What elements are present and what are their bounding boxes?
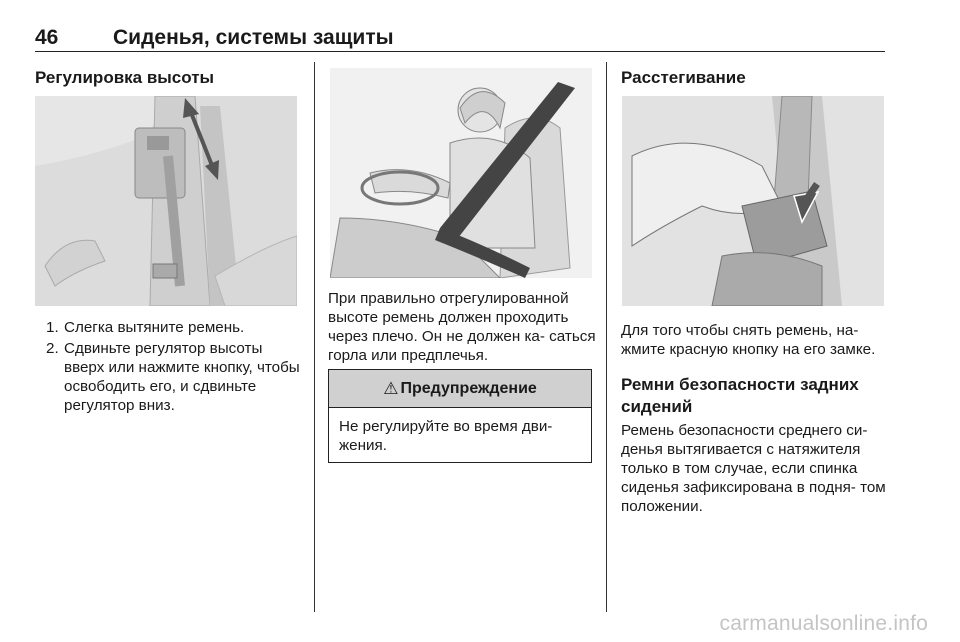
warning-triangle-icon: ⚠	[383, 378, 399, 398]
height-adjuster-illustration	[35, 96, 297, 306]
page-number: 46	[35, 26, 59, 49]
chapter-title: Сиденья, системы защиты	[113, 26, 394, 49]
warning-box	[328, 369, 592, 463]
step-text: Сдвиньте регулятор высоты вверх или нажмите кнопку, чтобы освободить его, и сдвиньте регулятор вниз.	[64, 340, 300, 414]
warning-title: Предупреждение	[400, 379, 537, 397]
list-item	[46, 318, 306, 337]
adjust-steps-list	[46, 318, 306, 417]
belt-position-paragraph: При правильно отрегулированной высоте ремень должен проходить через плечо. Он не должен ка- саться горла или предплечья.	[328, 290, 596, 364]
driver-seatbelt-illustration	[330, 68, 592, 278]
rear-belts-paragraph: Ремень безопасности среднего си- денья вытягивается с натяжителя только в том случае, если спинка сиденья зафиксирована в подня- том положении.	[621, 422, 886, 515]
section-heading-rear-belts: Ремни безопасности задних сидений	[621, 375, 859, 416]
warning-text: Не регулируйте во время дви- жения.	[339, 418, 553, 454]
section-heading-height-adjust: Регулировка высоты	[35, 68, 215, 87]
list-item	[46, 339, 306, 415]
unbuckle-paragraph: Для того чтобы снять ремень, на- жмите красную кнопку на его замке.	[621, 322, 876, 358]
step-number: 1.	[46, 319, 59, 336]
column-divider	[606, 62, 607, 612]
watermark: carmanualsonline.info	[719, 612, 928, 635]
section-heading-unbuckling: Расстегивание	[621, 68, 746, 87]
column-divider	[314, 62, 315, 612]
step-text: Слегка вытяните ремень.	[64, 319, 245, 336]
step-number: 2.	[46, 340, 59, 357]
buckle-release-illustration	[622, 96, 884, 306]
warning-header	[329, 370, 591, 408]
page-header	[35, 24, 885, 52]
